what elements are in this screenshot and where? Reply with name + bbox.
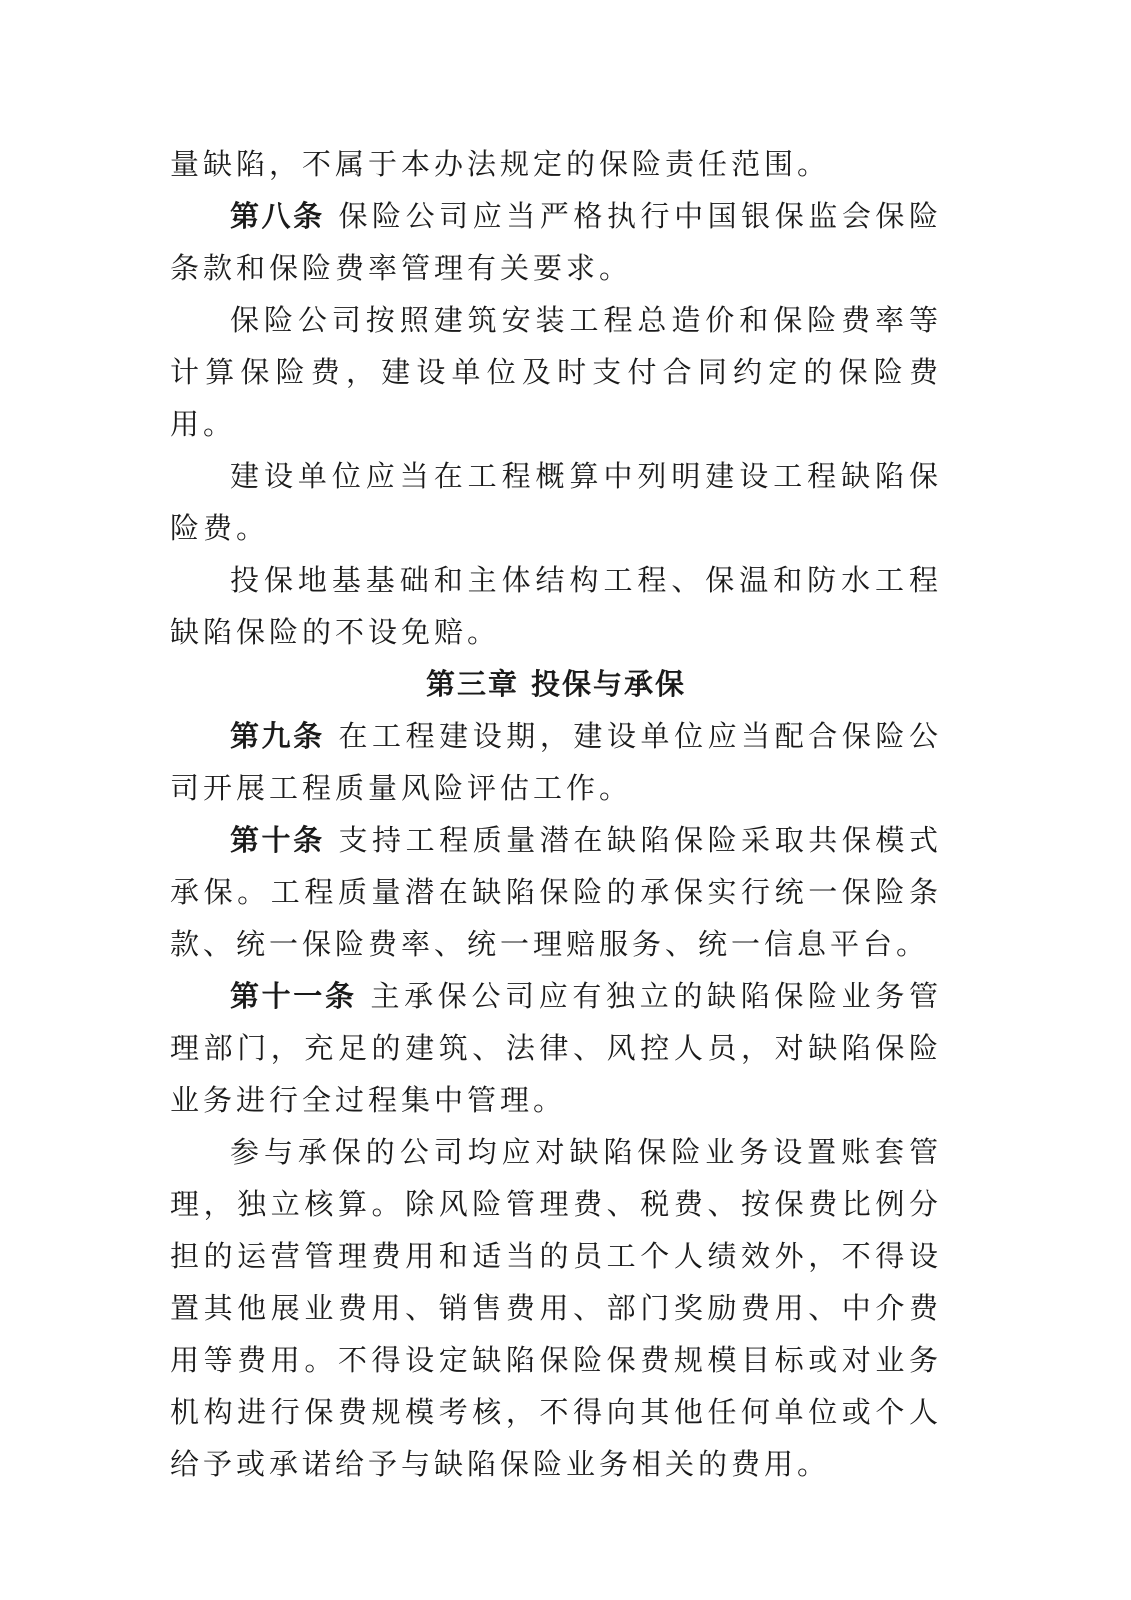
article-10 [170, 814, 942, 970]
paragraph-text: 投保地基基础和主体结构工程、保温和防水工程缺陷保险的不设免赔。 [170, 563, 942, 649]
paragraph-text: 主承保公司应有独立的缺陷保险业务管理部门，充足的建筑、法律、风控人员，对缺陷保险业务进行全过程集中管理。 [170, 979, 942, 1117]
article-number: 第十一条 [230, 979, 357, 1013]
article-8 [170, 190, 942, 294]
paragraph-text: 保险公司应当严格执行中国银保监会保险条款和保险费率管理有关要求。 [170, 199, 942, 285]
paragraph-budget [170, 450, 942, 554]
article-number: 第九条 [230, 719, 325, 753]
document-body [170, 138, 942, 1490]
paragraph-text: 支持工程质量潜在缺陷保险采取共保模式承保。工程质量潜在缺陷保险的承保实行统一保险条款、统一保险费率、统一理赔服务、统一信息平台。 [170, 823, 942, 961]
article-number: 第十条 [230, 823, 325, 857]
paragraph-text: 量缺陷，不属于本办法规定的保险责任范围。 [170, 147, 831, 181]
paragraph-accounting [170, 1126, 942, 1490]
chapter-title: 第三章 投保与承保 [425, 667, 687, 701]
paragraph-text: 在工程建设期，建设单位应当配合保险公司开展工程质量风险评估工作。 [170, 719, 942, 805]
article-11 [170, 970, 942, 1126]
paragraph-text: 参与承保的公司均应对缺陷保险业务设置账套管理，独立核算。除风险管理费、税费、按保费比例分担的运营管理费用和适当的员工个人绩效外，不得设置其他展业费用、销售费用、部门奖励费用、中介费用等费用。不得设定缺陷保险保费规模目标或对业务机构进行保费规模考核，不得向其他任何单位或个人给予或承诺给予与缺陷保险业务相关的费用。 [170, 1135, 942, 1481]
paragraph-premium-calculation [170, 294, 942, 450]
article-9 [170, 710, 942, 814]
paragraph-no-deductible [170, 554, 942, 658]
paragraph-continuation [170, 138, 942, 190]
paragraph-text: 建设单位应当在工程概算中列明建设工程缺陷保险费。 [170, 459, 942, 545]
article-number: 第八条 [230, 199, 325, 233]
paragraph-text: 保险公司按照建筑安装工程总造价和保险费率等计算保险费，建设单位及时支付合同约定的保险费用。 [170, 303, 942, 441]
